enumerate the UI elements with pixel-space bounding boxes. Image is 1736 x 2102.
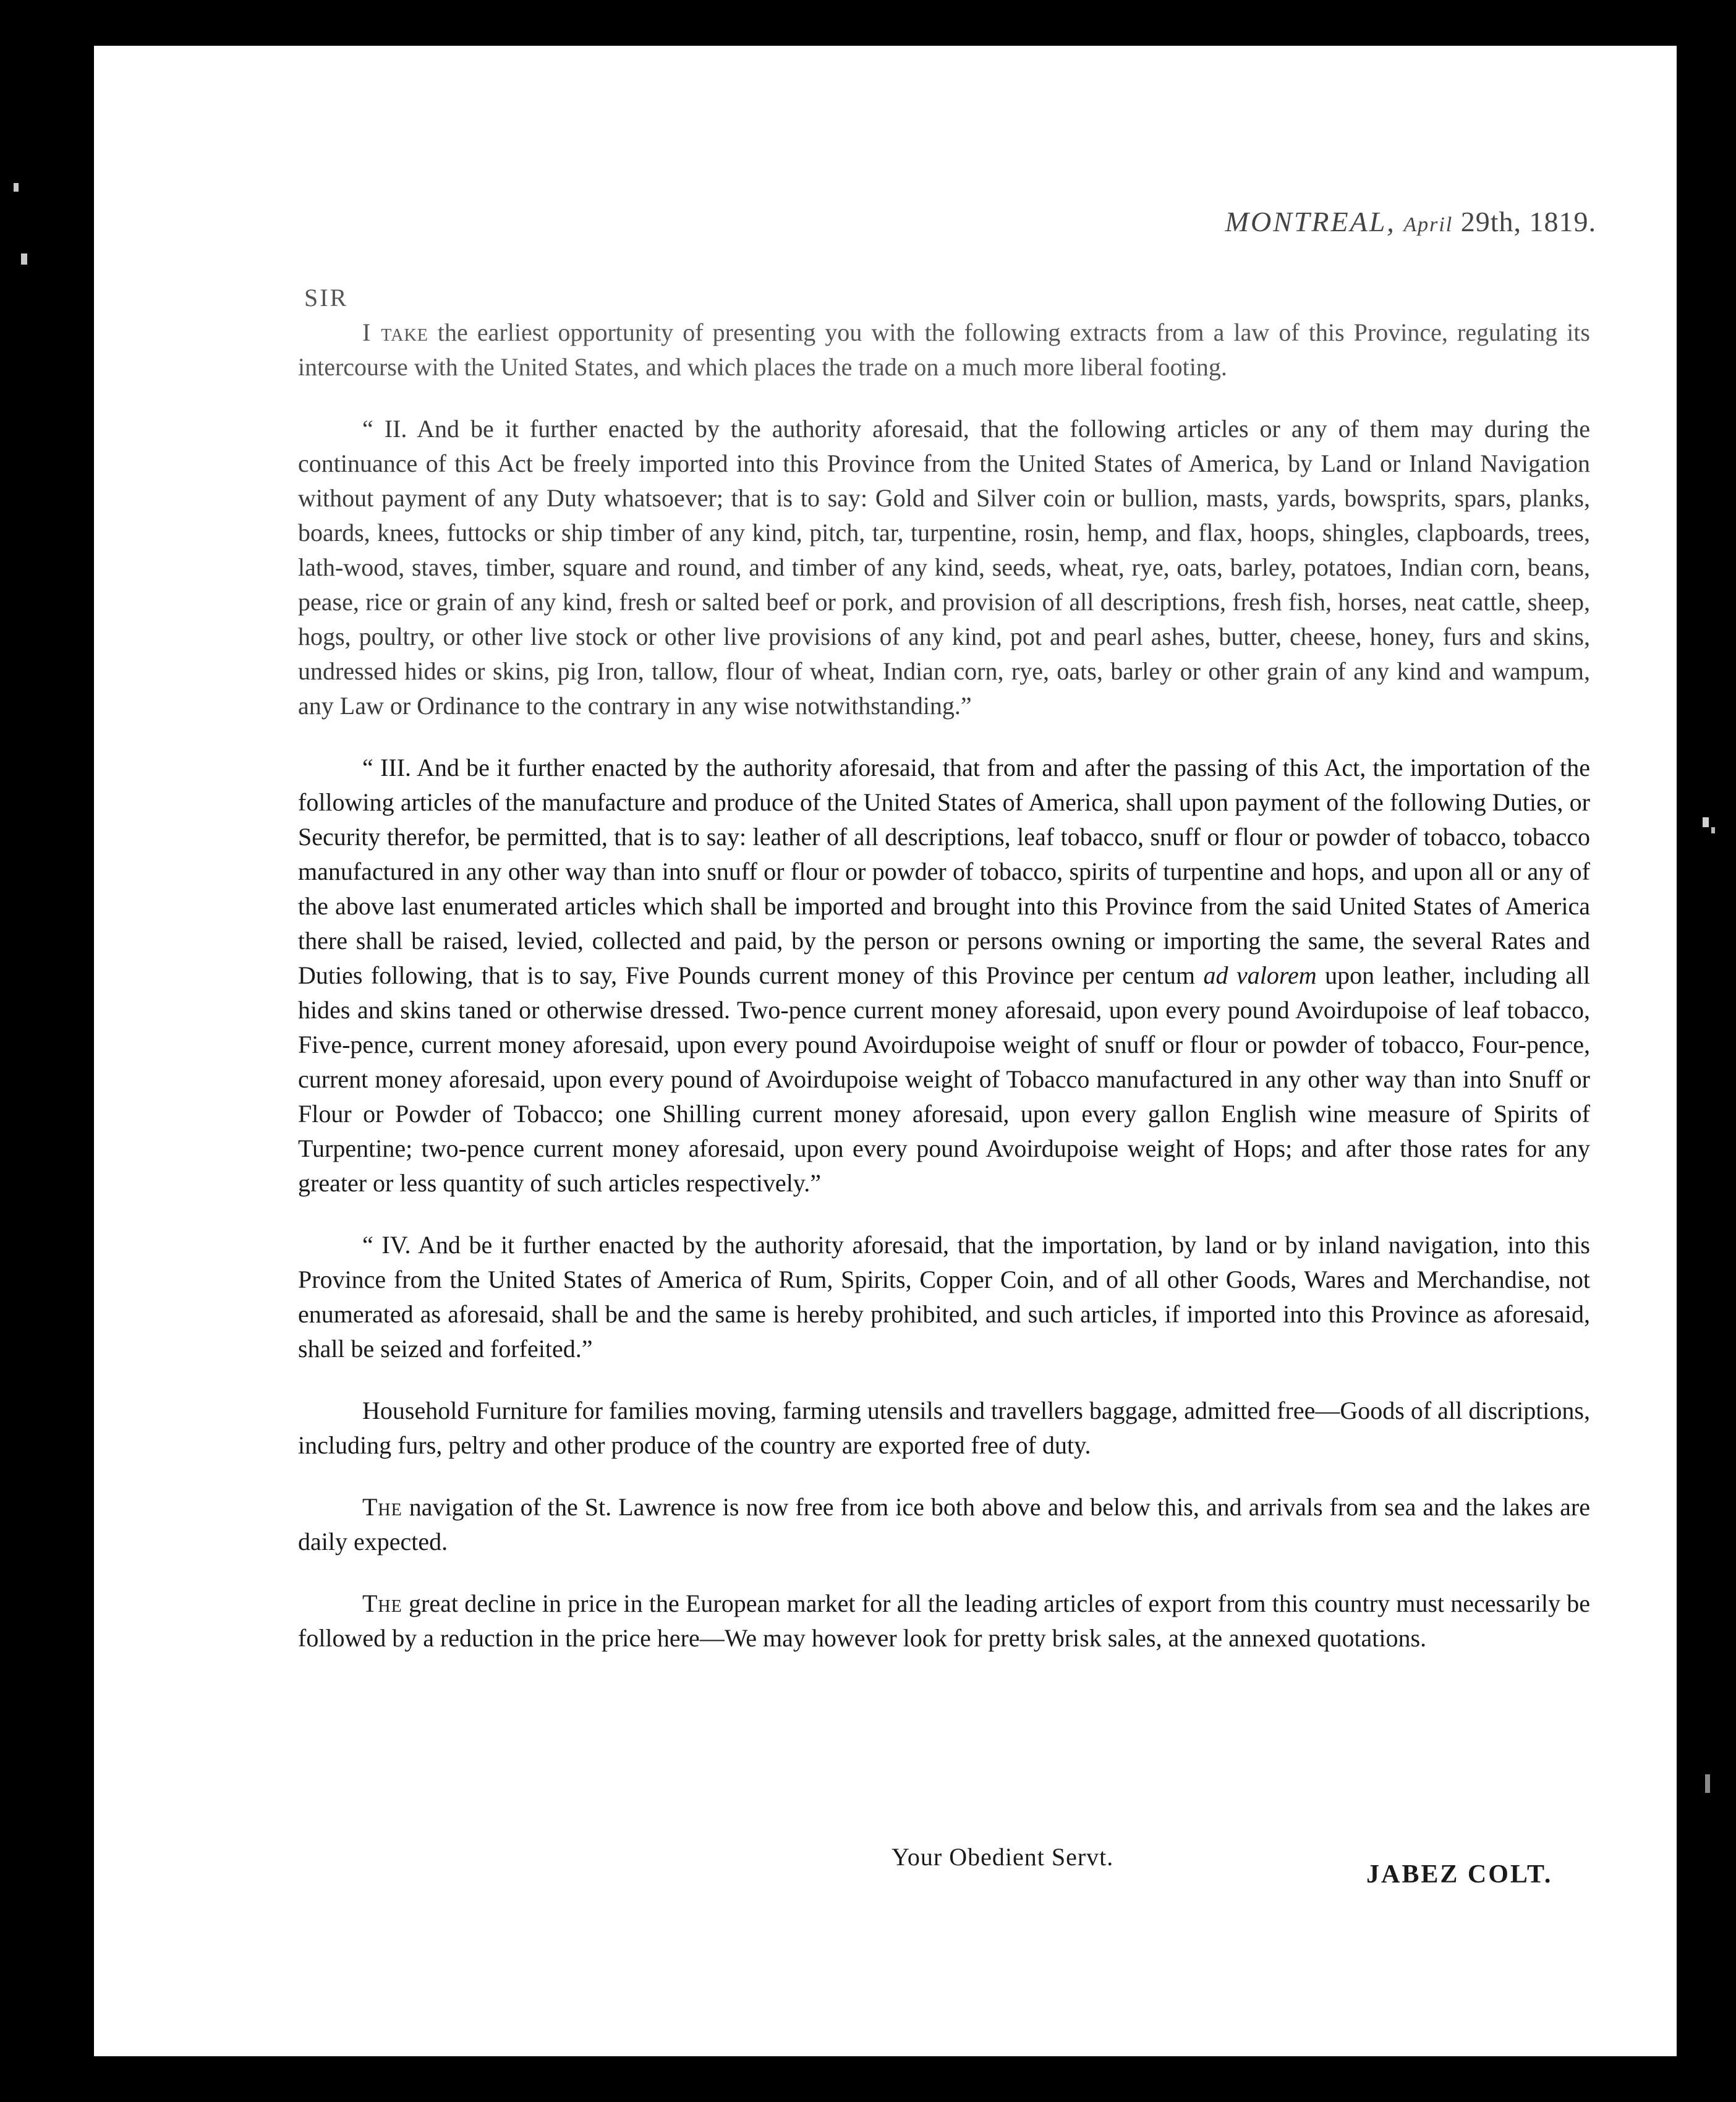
section-iii-text-after: upon leather, including all hides and skins taned or otherwise dressed. Two-pence current money aforesaid, upon every pound Avoirdupoise of leaf tobacco, Five-pence, current money aforesaid, upon every pound Avoirdupoise weight of snuff or flour or powder of tobacco, Four-pence, current money aforesaid, upon every pound of Avoirdupoise weight of Tobacco manufactured in any other way than into Snuff or Flour or Powder of Tobacco; one Shilling current money aforesaid, upon every gallon English wine measure of Spirits of Turpentine; two-pence current money aforesaid, upon every pound Avoirdupoise weight of Hops; and after those rates for any greater or less quantity of such articles respectively.” <box>298 961 1591 1197</box>
dateline-city: MONTREAL, <box>1225 206 1396 237</box>
letter-body <box>298 315 1590 1656</box>
section-iii-text-before: “ III. And be it further enacted by the authority aforesaid, that from and after the passing of this Act, the importation of the following articles of the manufacture and produce of the United States of America, shall upon payment of the following Duties, or Security therefor, be permitted, that is to say: leather of all descriptions, leaf tobacco, snuff or flour or powder of tobacco, tobacco manufactured in any other way than into snuff or flour or powder of tobacco, spirits of turpentine and hops, and upon all or any of the above last enumerated articles which shall be imported and brought into this Province from the said United States of America there shall be raised, levied, collected and paid, by the person or persons owning or importing the same, the several Rates and Duties following, that is to say, Five Pounds current money of this Province per centum <box>298 754 1590 989</box>
section-iii-paragraph <box>298 751 1590 1201</box>
intro-text: the earliest opportunity of presenting you with the following extracts from a law of this Province, regulating its intercourse with the United States, and which places the trade on a much more liberal footing. <box>298 318 1590 381</box>
dateline <box>1225 205 1596 238</box>
household-paragraph: Household Furniture for families moving, farming utensils and travellers baggage, admitted free—Goods of all discriptions, including furs, peltry and other produce of the country are exported free of duty. <box>298 1397 1590 1459</box>
decline-text: great decline in price in the European market for all the leading articles of export from this country must necessarily be followed by a reduction in the price here—We may however look for pretty brisk sales, at the annexed quotations. <box>298 1589 1590 1652</box>
dateline-day-year: 29th, 1819. <box>1460 206 1596 237</box>
border-speck <box>1711 827 1715 833</box>
decline-lead: The <box>362 1589 402 1617</box>
border-speck <box>21 253 27 265</box>
intro-paragraph <box>298 315 1590 385</box>
border-speck <box>1705 1774 1710 1793</box>
border-speck <box>14 183 19 192</box>
border-speck <box>1703 817 1709 827</box>
salutation: SIR <box>304 284 349 312</box>
navigation-text: navigation of the St. Lawrence is now free from ice both above and below this, and arrivals from sea and the lakes are daily expected. <box>298 1493 1590 1555</box>
dateline-month: April <box>1403 213 1453 236</box>
intro-lead: I take <box>362 318 428 346</box>
section-ii-paragraph: “ II. And be it further enacted by the authority aforesaid, that the following articles or any of them may during the continuance of this Act be freely imported into this Province from the United States of America, by Land or Inland Navigation without payment of any Duty whatsoever; that is to say: Gold and Silver coin or bullion, masts, yards, bowsprits, spars, planks, boards, knees, futtocks or ship timber of any kind, pitch, tar, turpentine, rosin, hemp, and flax, hoops, shingles, clapboards, trees, lath-wood, staves, timber, square and round, and timber of any kind, seeds, wheat, rye, oats, barley, potatoes, Indian corn, beans, pease, rice or grain of any kind, fresh or salted beef or pork, and provision of all descriptions, fresh fish, horses, neat cattle, sheep, hogs, poultry, or other live stock or other live provisions of any kind, pot and pearl ashes, butter, cheese, honey, furs and skins, undressed hides or skins, pig Iron, tallow, flour of wheat, Indian corn, rye, oats, barley or other grain of any kind and wampum, any Law or Ordinance to the contrary in any wise notwithstanding.” <box>298 415 1590 720</box>
section-iii-italic: ad valorem <box>1203 961 1317 989</box>
closing: Your Obedient Servt. <box>891 1843 1114 1871</box>
letter-page <box>94 46 1677 2056</box>
signature: JABEZ COLT. <box>1366 1860 1553 1889</box>
navigation-lead: The <box>362 1493 402 1521</box>
navigation-paragraph <box>298 1490 1590 1559</box>
section-iv-paragraph: “ IV. And be it further enacted by the authority aforesaid, that the importation, by land or by inland navigation, into this Province from the United States of America of Rum, Spirits, Copper Coin, and of all other Goods, Wares and Merchandise, not enumerated as aforesaid, shall be and the same is hereby prohibited, and such articles, if imported into this Province as aforesaid, shall be seized and forfeited.” <box>298 1231 1590 1363</box>
decline-paragraph <box>298 1586 1590 1656</box>
